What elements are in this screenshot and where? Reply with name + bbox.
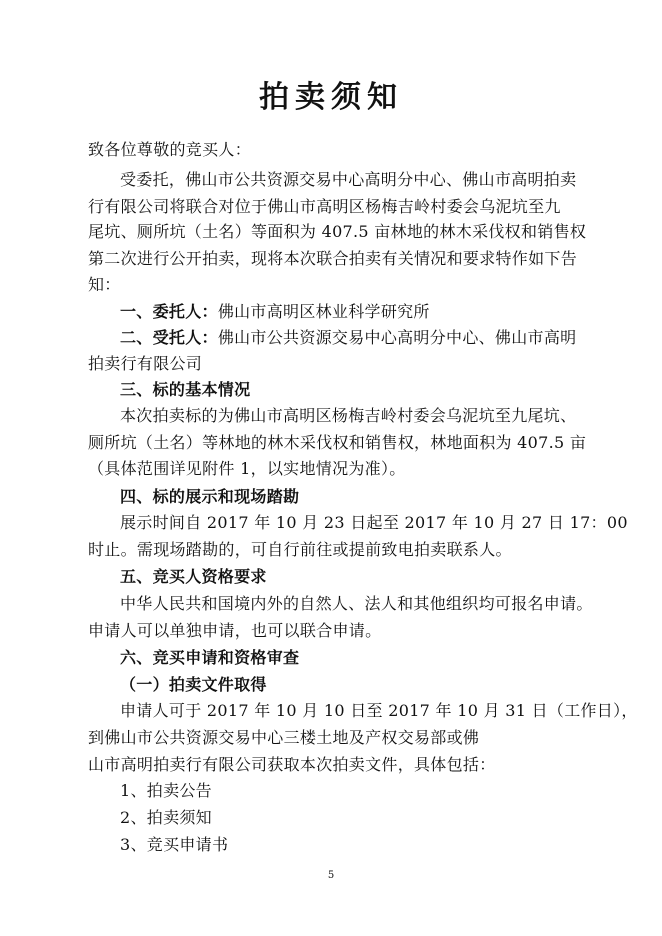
section-3-line-1: 本次拍卖标的为佛山市高明区杨梅吉岭村委会乌泥坑至九尾坑、 <box>120 406 577 425</box>
intro-line-2: 行有限公司将联合对位于佛山市高明区杨梅吉岭村委会乌泥坑至九 <box>88 197 561 216</box>
section-4-line-2: 时止。需现场踏勘的，可自行前往或提前致电拍卖联系人。 <box>88 540 512 559</box>
section-4-line-1: 展示时间自 2017 年 10 月 23 日起至 2017 年 10 月 27 日 17：00 <box>120 513 628 532</box>
intro-line-5: 知： <box>88 275 121 294</box>
section-5-line-1: 中华人民共和国境内外的自然人、法人和其他组织均可报名申请。 <box>120 594 593 613</box>
section-6-heading: 六、竞买申请和资格审查 <box>120 648 300 667</box>
section-2-continuation: 拍卖行有限公司 <box>88 354 203 373</box>
section-6-line-3: 山市高明拍卖行有限公司获取本次拍卖文件，具体包括： <box>88 755 496 774</box>
intro-line-3: 尾坑、厕所坑（土名）等面积为 407.5 亩林地的林木采伐权和销售权 <box>88 222 587 241</box>
page-number: 5 <box>327 870 335 881</box>
section-2 <box>120 328 576 348</box>
section-6-line-2: 到佛山市公共资源交易中心三楼土地及产权交易部或佛 <box>88 728 480 747</box>
list-item: 3、竞买申请书 <box>120 835 229 854</box>
section-3-heading: 三、标的基本情况 <box>120 380 251 399</box>
section-1-heading: 一、委托人： <box>120 302 218 321</box>
section-6-subheading: （一）拍卖文件取得 <box>120 675 267 694</box>
section-6-line-1: 申请人可于 2017 年 10 月 10 日至 2017 年 10 月 31 日（工作日）， <box>120 701 638 720</box>
salutation: 致各位尊敬的竞买人： <box>88 140 252 159</box>
intro-line-1: 受委托，佛山市公共资源交易中心高明分中心、佛山市高明拍卖 <box>120 170 577 189</box>
document-title: 拍卖须知 <box>259 80 403 115</box>
section-3-line-3: （具体范围详见附件 1，以实地情况为准）。 <box>88 459 406 478</box>
section-3-line-2: 厕所坑（土名）等林地的林木采伐权和销售权，林地面积为 407.5 亩 <box>88 433 587 452</box>
section-1 <box>120 302 430 322</box>
list-item: 2、拍卖须知 <box>120 808 212 827</box>
section-5-line-2: 申请人可以单独申请，也可以联合申请。 <box>88 621 382 640</box>
section-2-text: 佛山市公共资源交易中心高明分中心、佛山市高明 <box>217 328 577 347</box>
section-2-heading: 二、受托人： <box>120 328 218 347</box>
intro-line-4: 第二次进行公开拍卖，现将本次联合拍卖有关情况和要求特作如下告 <box>88 249 578 268</box>
section-4-heading: 四、标的展示和现场踏勘 <box>120 487 300 506</box>
list-item: 1、拍卖公告 <box>120 781 212 800</box>
section-5-heading: 五、竞买人资格要求 <box>120 567 267 586</box>
section-1-text: 佛山市高明区林业科学研究所 <box>217 302 430 321</box>
